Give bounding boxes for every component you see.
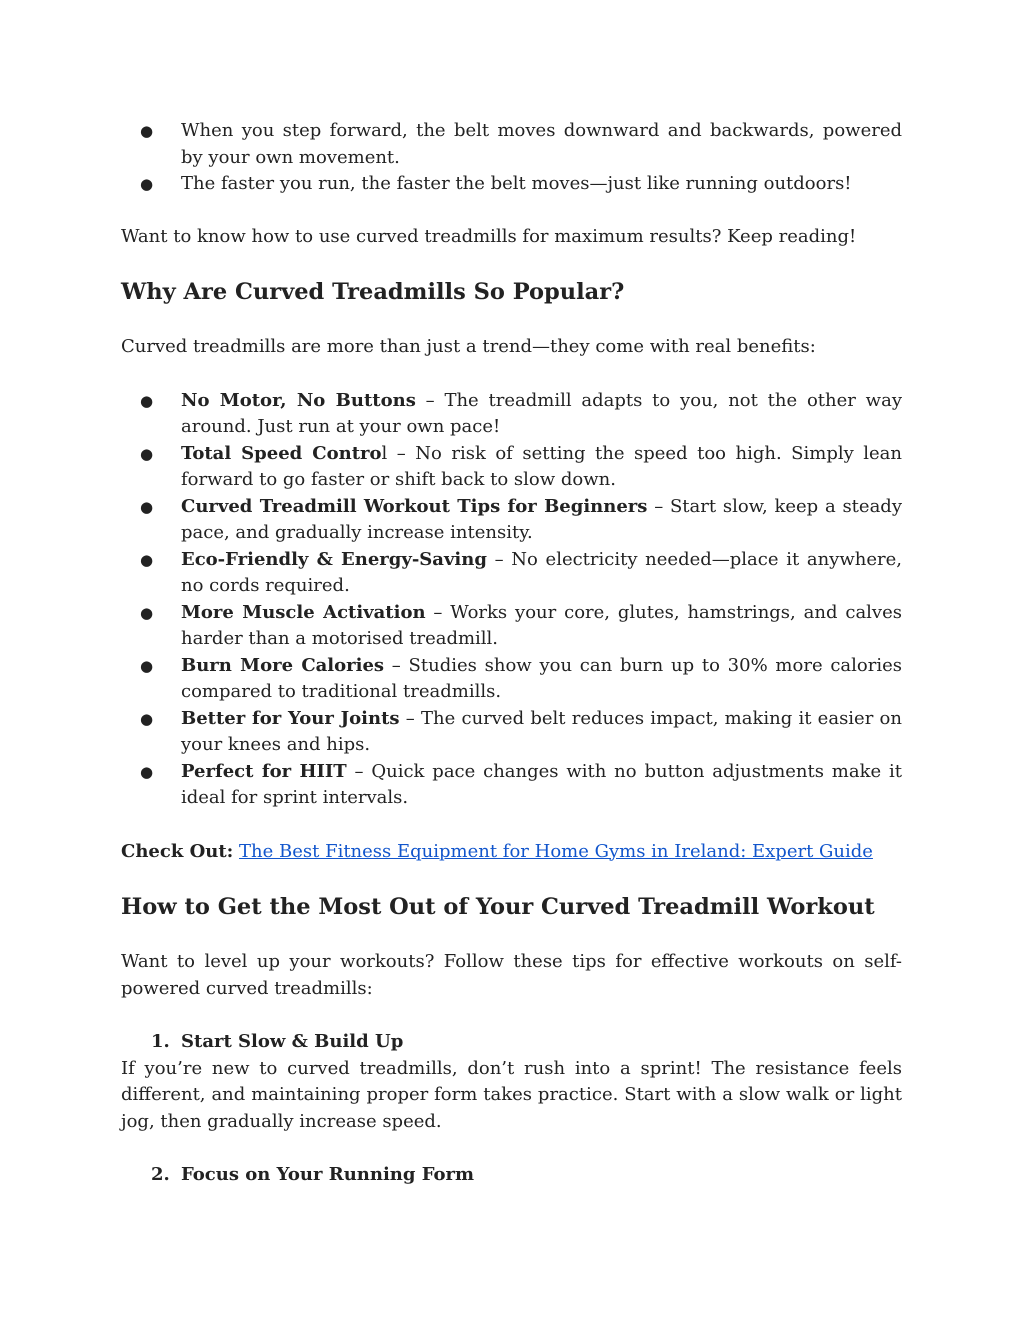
bullet-text: When you step forward, the belt moves downward and backwards, powered by your own movement. — [181, 120, 902, 168]
list-item — [121, 171, 902, 198]
list-item — [121, 118, 902, 171]
benefits-list — [121, 388, 902, 812]
benefit-title: Total Speed Contro — [181, 442, 382, 464]
list-item — [121, 441, 902, 494]
bullet-icon: ● — [140, 603, 154, 622]
check-out-link[interactable]: The Best Fitness Equipment for Home Gyms in Ireland: Expert Guide — [239, 840, 873, 862]
tip-title: Start Slow & Build Up — [181, 1031, 404, 1052]
benefit-text: – The treadmill adapts to you, not the other way around. Just run at your own pace! — [181, 389, 902, 437]
benefit-title: Perfect for HIIT — [181, 760, 347, 782]
list-item — [121, 706, 902, 759]
tip-heading-start-slow — [121, 1029, 902, 1056]
benefit-text: – The curved belt reduces impact, making it easier on your knees and hips. — [181, 707, 902, 755]
tip-heading-running-form — [121, 1162, 902, 1189]
benefit-title: No Motor, No Buttons — [181, 389, 416, 411]
section-lead-tips: Want to level up your workouts? Follow these tips for effective workouts on self-powered curved treadmills: — [121, 951, 902, 999]
benefit-title: Burn More Calories — [181, 654, 385, 676]
tip-title: Focus on Your Running Form — [181, 1164, 475, 1185]
list-item — [121, 547, 902, 600]
benefit-text: – Studies show you can burn up to 30% more calories compared to traditional treadmills. — [181, 654, 902, 702]
bullet-icon: ● — [140, 175, 154, 193]
benefit-title: Better for Your Joints — [181, 707, 400, 729]
tip-number: 1. — [151, 1031, 170, 1052]
list-item — [121, 388, 902, 441]
bullet-icon: ● — [140, 762, 154, 781]
bullet-icon: ● — [140, 656, 154, 675]
bullet-icon: ● — [140, 550, 154, 569]
section-heading-tips: How to Get the Most Out of Your Curved Treadmill Workout — [121, 894, 875, 920]
tip-body-start-slow: If you’re new to curved treadmills, don’t rush into a sprint! The resistance feels different, and maintaining proper form takes practice. Start with a slow walk or light jog, then gradually increase speed. — [121, 1057, 902, 1132]
section-lead-benefits: Curved treadmills are more than just a trend—they come with real benefits: — [121, 336, 816, 357]
section-heading-popular: Why Are Curved Treadmills So Popular? — [121, 279, 625, 305]
benefit-text: – No electricity needed—place it anywhere, no cords required. — [181, 548, 902, 596]
bullet-icon: ● — [140, 122, 154, 140]
list-item — [121, 653, 902, 706]
bullet-icon: ● — [140, 444, 154, 463]
list-item — [121, 494, 902, 547]
benefit-text: l – No risk of setting the speed too high. Simply lean forward to go faster or shift back to slow down. — [181, 442, 903, 490]
check-out-label: Check Out: — [121, 840, 234, 862]
list-item — [121, 600, 902, 653]
bullet-icon: ● — [140, 391, 154, 410]
intro-bullet-list — [121, 118, 902, 198]
benefit-text: – Start slow, keep a steady pace, and gradually increase intensity. — [181, 495, 902, 543]
list-item — [121, 759, 902, 812]
benefit-text: – Works your core, glutes, hamstrings, and calves harder than a motorised treadmill. — [181, 601, 902, 649]
intro-paragraph: Want to know how to use curved treadmills for maximum results? Keep reading! — [121, 225, 857, 247]
bullet-icon: ● — [140, 497, 154, 516]
bullet-text: The faster you run, the faster the belt moves—just like running outdoors! — [181, 173, 852, 194]
benefit-title: Curved Treadmill Workout Tips for Beginners — [181, 495, 648, 517]
bullet-icon: ● — [140, 709, 154, 728]
benefit-text: – Quick pace changes with no button adjustments make it ideal for sprint intervals. — [181, 760, 902, 808]
benefit-title: Eco-Friendly & Energy-Saving — [181, 548, 487, 570]
check-out-line — [121, 839, 902, 866]
document-page — [121, 118, 902, 1189]
benefit-title: More Muscle Activation — [181, 601, 426, 623]
tip-number: 2. — [151, 1164, 170, 1185]
